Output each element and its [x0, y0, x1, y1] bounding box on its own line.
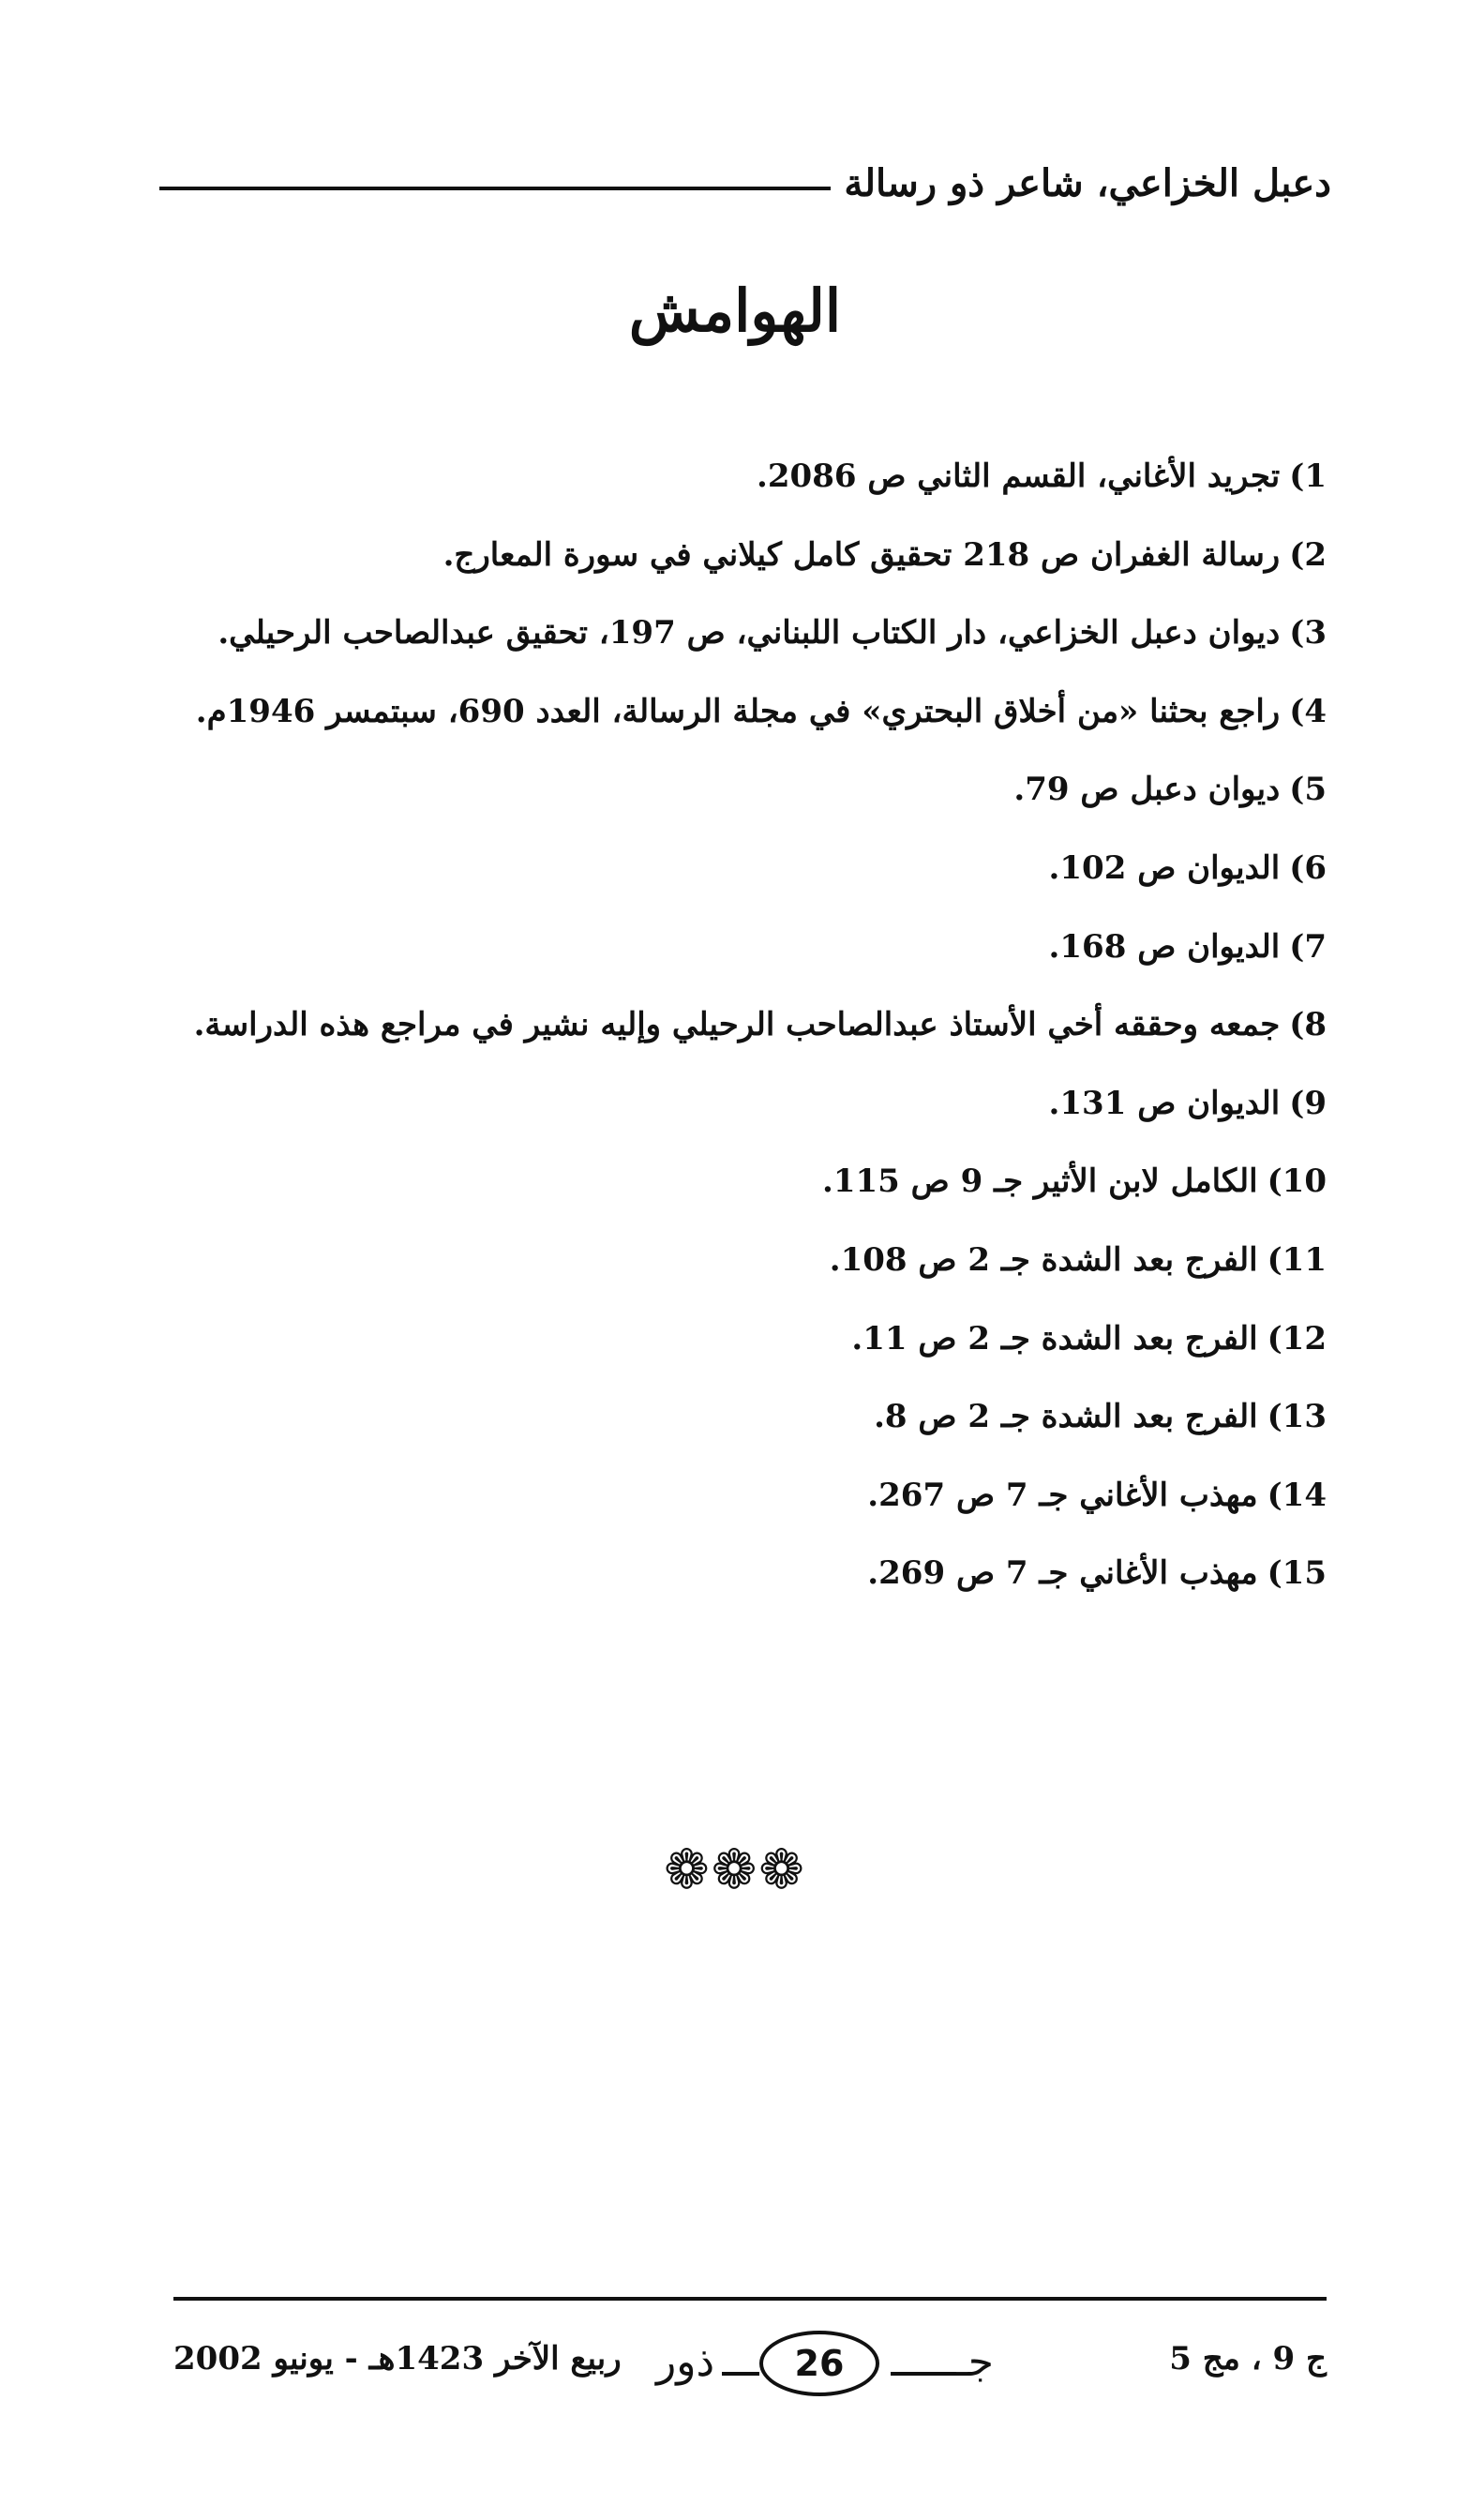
footnote-number: 5) — [1289, 771, 1327, 809]
footnote-item — [141, 1381, 1327, 1460]
footnote-text: راجع بحثنا «من أخلاق البحتري» في مجلة الرسالة، العدد 690، سبتمسر 1946م. — [195, 692, 1281, 730]
footnote-text: مهذب الأغاني جـ 7 ص 267. — [867, 1476, 1258, 1514]
section-heading: الهوامش — [628, 277, 842, 345]
masthead-line-right — [891, 2372, 956, 2376]
publication-date: ربيع الآخر 1423هـ - يونيو 2002 — [173, 2340, 622, 2378]
footnote-item — [141, 911, 1327, 990]
page-footer — [173, 2325, 1327, 2409]
footnote-item — [141, 989, 1327, 1068]
footnote-text: تجريد الأغاني، القسم الثاني ص 2086. — [757, 458, 1281, 495]
footnote-text: الديوان ص 168. — [1048, 927, 1281, 966]
footnote-number: 2) — [1289, 535, 1327, 574]
footnote-number: 13) — [1267, 1398, 1327, 1436]
footnote-item — [141, 441, 1327, 519]
footnote-item — [141, 754, 1327, 832]
footnote-text: الفرج بعد الشدة جـ 2 ص 108. — [829, 1240, 1258, 1279]
masthead-logo — [656, 2325, 994, 2400]
footnote-number: 10) — [1267, 1162, 1327, 1201]
footnote-item — [141, 832, 1327, 911]
footnote-number: 8) — [1289, 1006, 1327, 1044]
footnote-text: رسالة الغفران ص 218 تحقيق كامل كيلاني في سورة المعارج. — [442, 535, 1281, 574]
footnote-item — [141, 1303, 1327, 1382]
footnote-number: 12) — [1267, 1319, 1327, 1358]
footnote-text: الديوان ص 131. — [1048, 1084, 1281, 1122]
masthead-text-left: ذور — [656, 2338, 715, 2386]
footnote-text: جمعه وحققه أخي الأستاذ عبدالصاحب الرحيلي وإليه نشير في مراجع هذه الدراسة. — [193, 1006, 1281, 1044]
footer-rule — [173, 2297, 1327, 2301]
footnote-number: 14) — [1267, 1476, 1327, 1514]
footnote-item — [141, 1224, 1327, 1303]
footnote-number: 11) — [1267, 1240, 1327, 1279]
footnote-number: 1) — [1289, 458, 1327, 495]
footnote-item — [141, 1146, 1327, 1224]
footnote-item — [141, 519, 1327, 598]
footnote-number: 7) — [1289, 927, 1327, 966]
page-number: 26 — [759, 2331, 879, 2396]
masthead-text-right: جـ — [955, 2338, 994, 2386]
footnote-item — [141, 597, 1327, 676]
footnote-number: 6) — [1289, 848, 1327, 887]
footnote-number: 15) — [1267, 1554, 1327, 1593]
header-rule — [159, 187, 831, 190]
footnote-number: 3) — [1289, 614, 1327, 652]
footnote-number: 9) — [1289, 1084, 1327, 1122]
footnote-item — [141, 1538, 1327, 1616]
footnote-number: 4) — [1289, 692, 1327, 730]
flower-ornament-icon: ❁❁❁ — [664, 1838, 806, 1901]
footnote-item — [141, 1068, 1327, 1147]
footnote-item — [141, 676, 1327, 755]
footnote-text: الفرج بعد الشدة جـ 2 ص 11. — [851, 1319, 1258, 1358]
footnote-item — [141, 1460, 1327, 1538]
footnote-text: مهذب الأغاني جـ 7 ص 269. — [867, 1554, 1258, 1593]
running-title: دعبل الخزاعي، شاعر ذو رسالة — [844, 160, 1331, 205]
issue-info: ج 9 ، مج 5 — [1169, 2340, 1327, 2378]
footnote-text: ديوان دعبل ص 79. — [1013, 771, 1281, 809]
masthead-line-left — [722, 2372, 759, 2376]
footnote-text: الفرج بعد الشدة جـ 2 ص 8. — [874, 1398, 1258, 1436]
running-header — [159, 150, 1331, 216]
footnote-text: الديوان ص 102. — [1048, 848, 1281, 887]
footnote-text: الكامل لابن الأثير جـ 9 ص 115. — [822, 1162, 1258, 1201]
footnote-text: ديوان دعبل الخزاعي، دار الكتاب اللبناني، ص 197، تحقيق عبدالصاحب الرحيلي. — [218, 614, 1281, 652]
footnotes-list — [141, 441, 1327, 1616]
